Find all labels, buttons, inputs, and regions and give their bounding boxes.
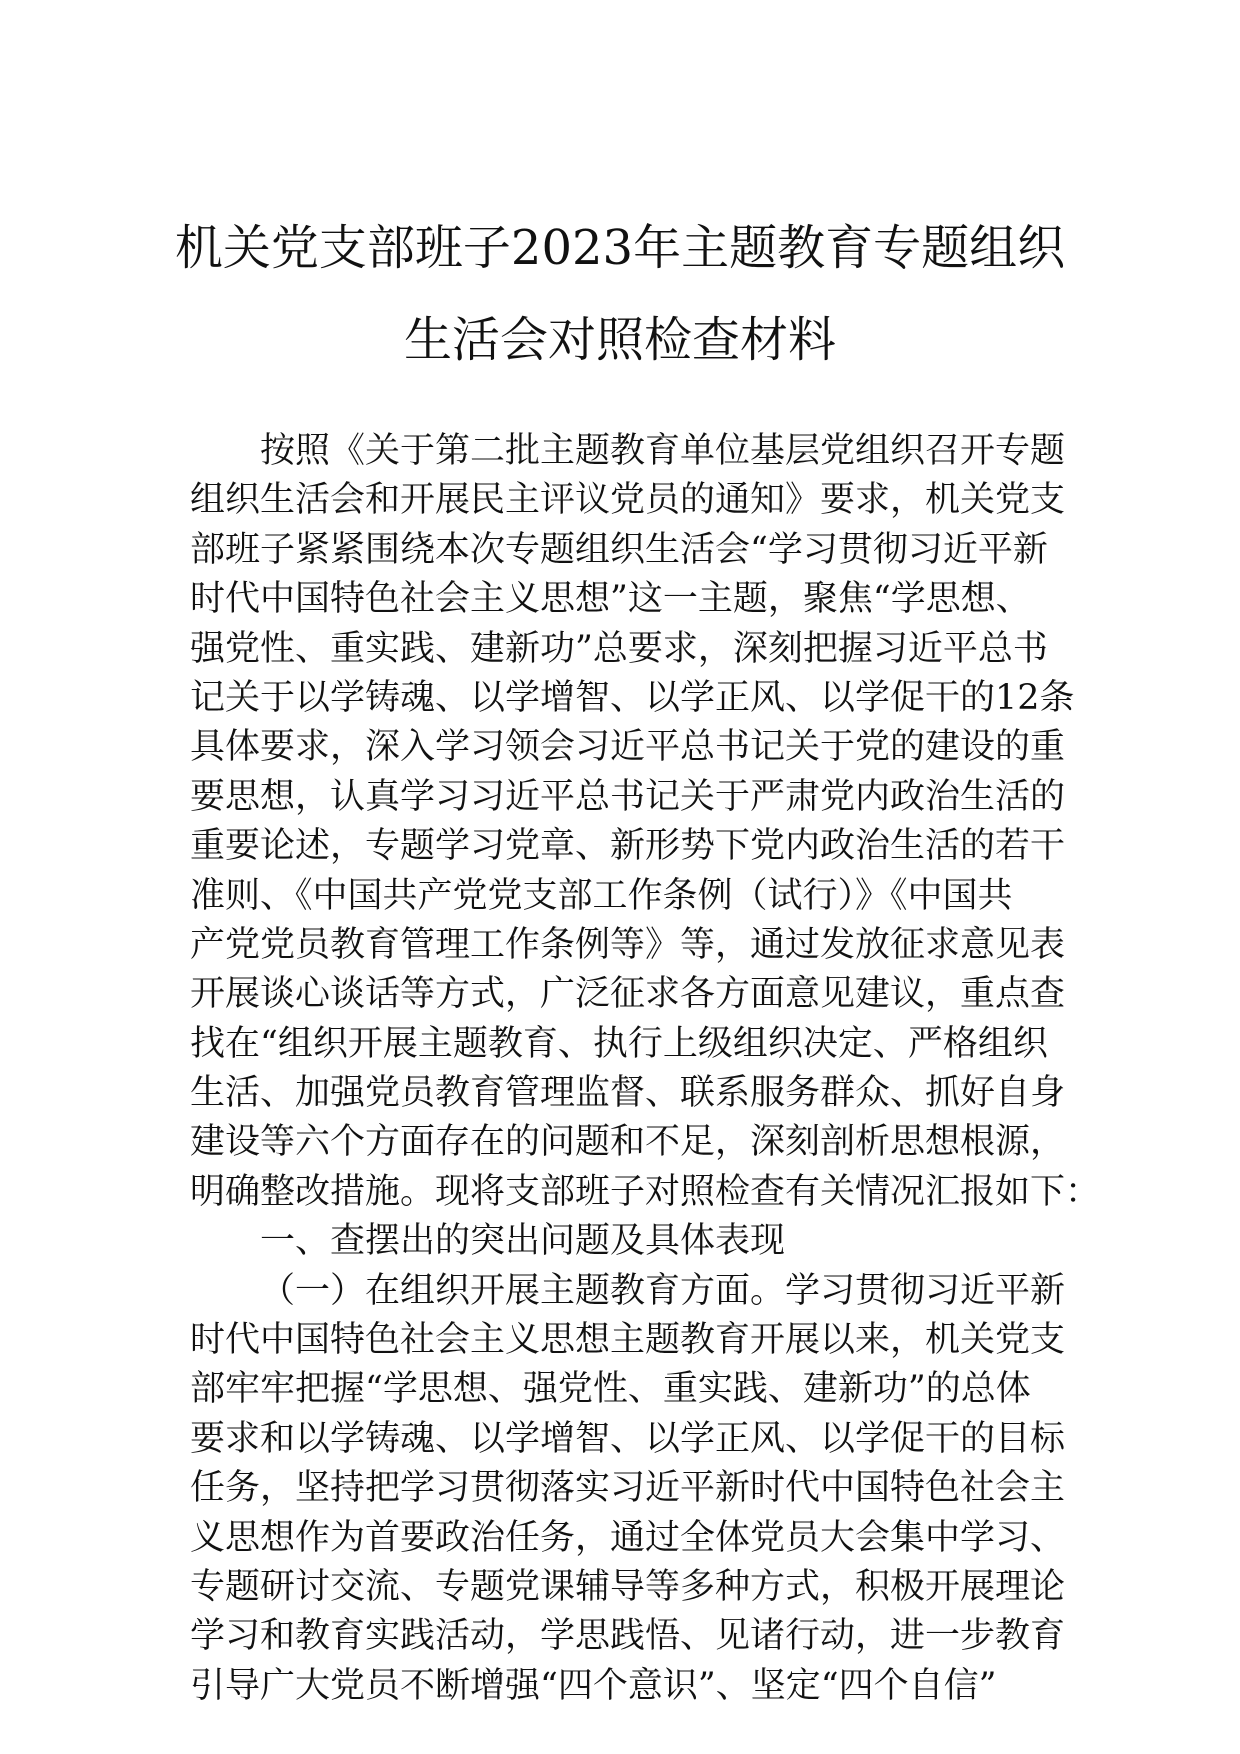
body-line: （一）在组织开展主题教育方面。学习贯彻习近平新 <box>260 1270 1066 1311</box>
body-line: 明确整改措施。现将支部班子对照检查有关情况汇报如下： <box>190 1171 1101 1212</box>
body-line: 时代中国特色社会主义思想主题教育开展以来，机关党支 <box>190 1320 1066 1361</box>
body-line: 要思想，认真学习习近平总书记关于严肃党内政治生活的 <box>190 776 1066 817</box>
document-title-line-2: 生活会对照检查材料 <box>403 312 836 368</box>
body-line: 具体要求，深入学习领会习近平总书记关于党的建设的重 <box>190 727 1066 768</box>
body-line: 重要论述，专题学习党章、新形势下党内政治生活的若干 <box>190 826 1066 867</box>
body-line: 准则、《中国共产党党支部工作条例（试行）》《中国共 <box>190 875 1013 916</box>
body-line: 部牢牢把握“学思想、强党性、重实践、建新功”的总体 <box>190 1369 1031 1410</box>
body-line: 义思想作为首要政治任务，通过全体党员大会集中学习、 <box>190 1517 1066 1558</box>
body-line: 找在“组织开展主题教育、执行上级组织决定、严格组织 <box>190 1023 1048 1064</box>
body-line: 产党党员教育管理工作条例等》等，通过发放征求意见表 <box>190 924 1066 965</box>
body-line: 按照《关于第二批主题教育单位基层党组织召开专题 <box>260 431 1066 471</box>
body-line: 生活、加强党员教育管理监督、联系服务群众、抓好自身 <box>190 1073 1066 1114</box>
body-line: 开展谈心谈话等方式，广泛征求各方面意见建议，重点查 <box>190 974 1066 1015</box>
body-line: 建设等六个方面存在的问题和不足，深刻剖析思想根源， <box>190 1122 1066 1163</box>
document-body <box>190 427 1101 1711</box>
body-line: 引导广大党员不断增强“四个意识”、坚定“四个自信” <box>190 1665 997 1706</box>
body-line: 强党性、重实践、建新功”总要求，深刻把握习近平总书 <box>190 628 1048 669</box>
body-line: 任务，坚持把学习贯彻落实习近平新时代中国特色社会主 <box>190 1468 1066 1509</box>
body-line: 记关于以学铸魂、以学增智、以学正风、以学促干的12条 <box>190 677 1075 718</box>
body-line: 要求和以学铸魂、以学增智、以学正风、以学促干的目标 <box>190 1418 1066 1459</box>
body-line: 时代中国特色社会主义思想”这一主题，聚焦“学思想、 <box>190 579 1031 620</box>
body-line: 部班子紧紧围绕本次专题组织生活会“学习贯彻习近平新 <box>190 529 1048 570</box>
document-title-line-1: 机关党支部班子2023年主题教育专题组织 <box>174 220 1066 276</box>
body-line: 专题研讨交流、专题党课辅导等多种方式，积极开展理论 <box>190 1566 1066 1607</box>
body-line: 一、查摆出的突出问题及具体表现 <box>260 1221 786 1262</box>
body-line: 组织生活会和开展民主评议党员的通知》要求，机关党支 <box>190 480 1066 521</box>
body-line: 学习和教育实践活动，学思践悟、见诸行动，进一步教育 <box>190 1616 1066 1657</box>
